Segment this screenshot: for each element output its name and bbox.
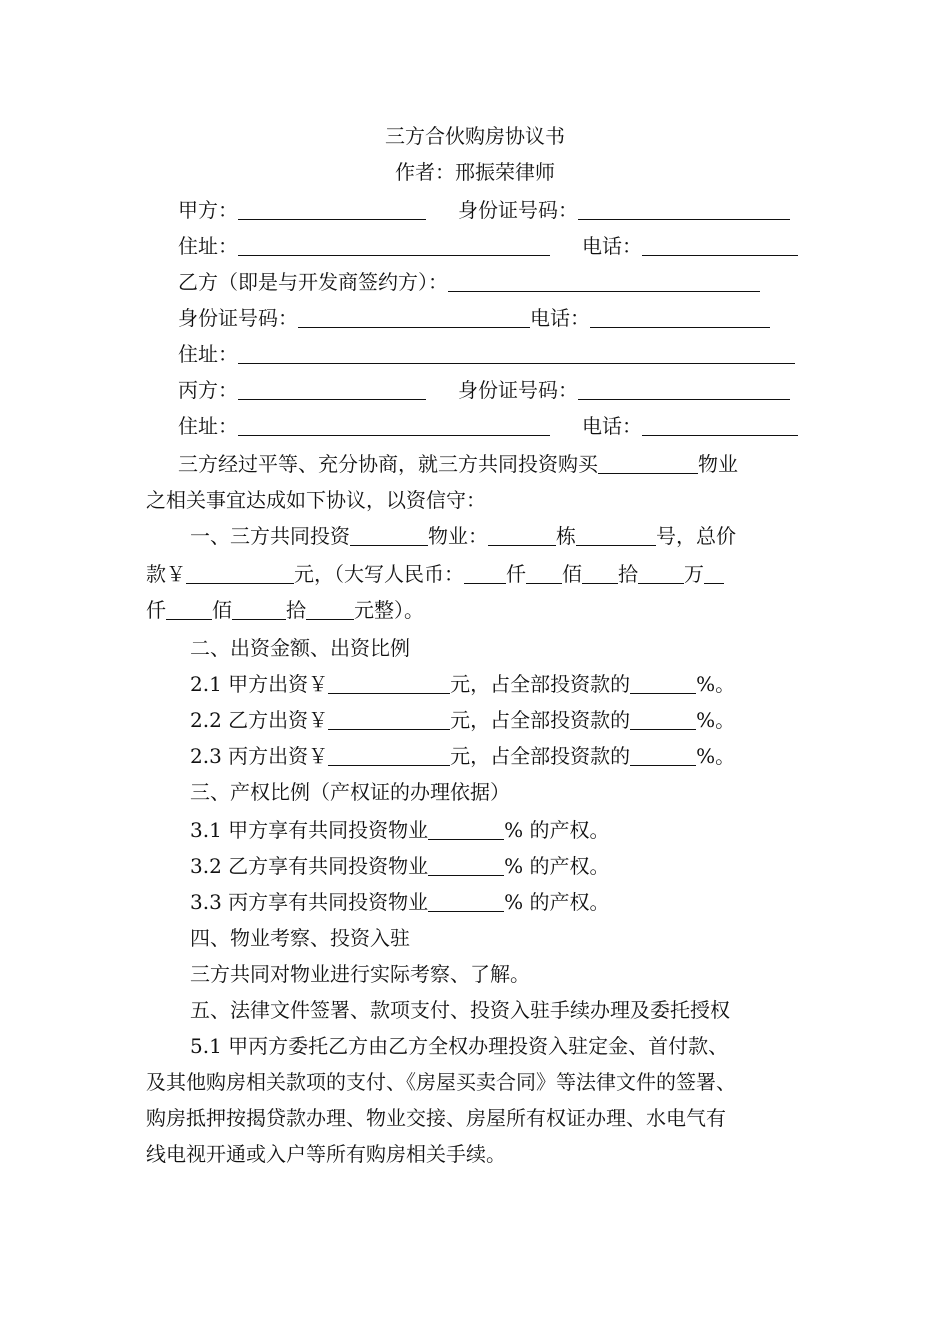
section-3-heading: 三、产权比例（产权证的办理依据）	[190, 780, 510, 804]
party-b-amount-blank[interactable]	[328, 709, 450, 730]
party-a-address-blank[interactable]	[238, 235, 550, 256]
s1-qian-blank[interactable]	[464, 563, 506, 584]
section-5-heading: 五、法律文件签署、款项支付、投资入驻手续办理及委托授权	[190, 998, 730, 1022]
party-c-address-line: 住址：	[178, 412, 550, 440]
document-title: 三方合伙购房协议书	[385, 124, 565, 148]
section-2-item: 2.2 乙方出资￥ 元，占全部投资款的 %。	[190, 708, 736, 732]
section-1-line-1: 一、三方共同投资 物业： 栋 号，总价	[190, 524, 736, 548]
s1-total-blank[interactable]	[186, 563, 294, 584]
s1-building-blank[interactable]	[488, 525, 556, 546]
party-c-line: 丙方：	[178, 376, 426, 404]
s1-wan-qian-blank[interactable]	[704, 563, 724, 584]
party-b-line: 乙方（即是与开发商签约方）：	[178, 268, 760, 296]
party-a-address-line: 住址：	[178, 232, 550, 260]
s1-l3-shi-blank[interactable]	[306, 599, 354, 620]
section-2-heading: 二、出资金额、出资比例	[190, 636, 410, 660]
s1-property-blank[interactable]	[350, 525, 428, 546]
intro-line-2: 之相关事宜达成如下协议，以资信守：	[146, 488, 486, 512]
section-5-line: 购房抵押按揭贷款办理、物业交接、房屋所有权证办理、水电气有	[146, 1106, 726, 1130]
party-b-id-line: 身份证号码： 电话：	[178, 304, 770, 332]
section-5-line: 5.1 甲丙方委托乙方由乙方全权办理投资入驻定金、首付款、	[190, 1034, 729, 1058]
party-a-amount-blank[interactable]	[328, 673, 450, 694]
party-c-address-blank[interactable]	[238, 415, 550, 436]
document-author: 作者：邢振荣律师	[395, 160, 555, 184]
party-c-id-blank[interactable]	[578, 379, 790, 400]
party-c-share-blank[interactable]	[428, 891, 504, 912]
section-4-heading: 四、物业考察、投资入驻	[190, 926, 410, 950]
section-2-item: 2.1 甲方出资￥ 元，占全部投资款的 %。	[190, 672, 736, 696]
section-3-item: 3.1 甲方享有共同投资物业 % 的产权。	[190, 818, 610, 842]
party-a-name-blank[interactable]	[238, 199, 426, 220]
party-b-phone-blank[interactable]	[590, 307, 770, 328]
party-a-percent-blank[interactable]	[630, 673, 696, 694]
s1-bai-blank[interactable]	[526, 563, 562, 584]
s1-number-blank[interactable]	[576, 525, 656, 546]
s1-shi-blank[interactable]	[582, 563, 618, 584]
party-c-amount-blank[interactable]	[328, 745, 450, 766]
party-b-address-blank[interactable]	[238, 343, 795, 364]
property-blank[interactable]	[598, 453, 698, 474]
section-2-item: 2.3 丙方出资￥ 元，占全部投资款的 %。	[190, 744, 736, 768]
party-b-percent-blank[interactable]	[630, 709, 696, 730]
party-b-address-line: 住址：	[178, 340, 795, 368]
section-1-line-3: 仟 佰 拾 元整）。	[146, 598, 424, 622]
party-b-id-blank[interactable]	[298, 307, 530, 328]
party-a-id-blank[interactable]	[578, 199, 790, 220]
intro-line-1: 三方经过平等、充分协商，就三方共同投资购买 物业	[178, 452, 738, 476]
section-4-text: 三方共同对物业进行实际考察、了解。	[190, 962, 530, 986]
party-c-id-line: 身份证号码：	[458, 376, 790, 404]
party-c-percent-blank[interactable]	[630, 745, 696, 766]
section-5-line: 及其他购房相关款项的支付、《房屋买卖合同》等法律文件的签署、	[146, 1070, 736, 1094]
section-1-line-2: 款￥ 元，（大写人民币： 仟 佰 拾 万	[146, 560, 724, 588]
party-c-phone-blank[interactable]	[642, 415, 798, 436]
party-b-share-blank[interactable]	[428, 855, 504, 876]
party-a-id-line: 身份证号码：	[458, 196, 790, 224]
s1-l3-bai-blank[interactable]	[232, 599, 286, 620]
section-3-item: 3.2 乙方享有共同投资物业 % 的产权。	[190, 854, 610, 878]
party-b-name-blank[interactable]	[448, 271, 760, 292]
party-a-share-blank[interactable]	[428, 819, 504, 840]
s1-l3-qian-blank[interactable]	[166, 599, 212, 620]
party-a-line: 甲方：	[178, 196, 426, 224]
party-a-phone-line: 电话：	[582, 232, 798, 260]
section-5-line: 线电视开通或入户等所有购房相关手续。	[146, 1142, 506, 1166]
party-c-phone-line: 电话：	[582, 412, 798, 440]
s1-wan-blank[interactable]	[638, 563, 684, 584]
party-a-phone-blank[interactable]	[642, 235, 798, 256]
party-c-name-blank[interactable]	[238, 379, 426, 400]
section-3-item: 3.3 丙方享有共同投资物业 % 的产权。	[190, 890, 610, 914]
